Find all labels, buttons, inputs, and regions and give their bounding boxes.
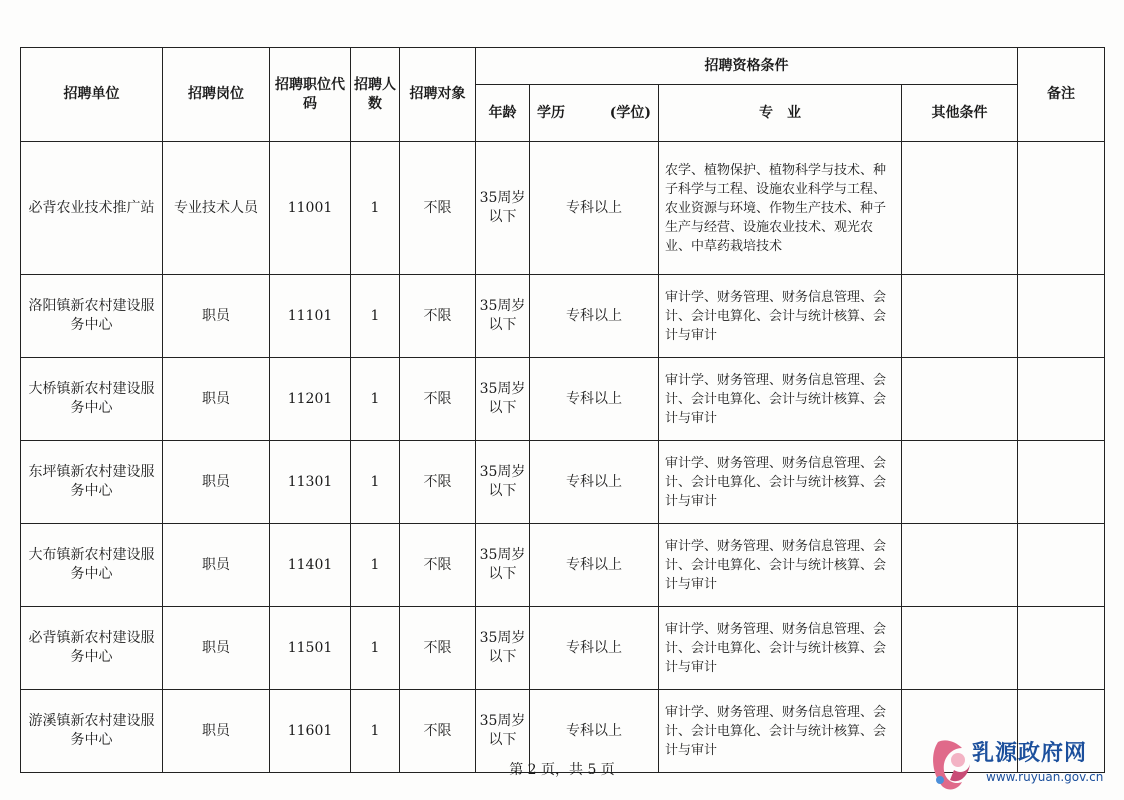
header-position: 招聘岗位 — [163, 48, 270, 142]
cell-count: 1 — [351, 524, 400, 607]
header-other: 其他条件 — [902, 85, 1018, 142]
cell-education: 专科以上 — [530, 441, 659, 524]
cell-unit: 大桥镇新农村建设服务中心 — [21, 358, 163, 441]
cell-target: 不限 — [400, 441, 476, 524]
cell-age: 35周岁以下 — [476, 441, 530, 524]
cell-count: 1 — [351, 275, 400, 358]
cell-remarks — [1018, 441, 1105, 524]
cell-other — [902, 275, 1018, 358]
cell-target: 不限 — [400, 275, 476, 358]
cell-other — [902, 441, 1018, 524]
cell-major: 农学、植物保护、植物科学与技术、种子科学与工程、设施农业科学与工程、农业资源与环境、作物生产技术、种子生产与经营、设施农业技术、观光农业、中草药栽培技术 — [659, 142, 902, 275]
cell-unit: 游溪镇新农村建设服务中心 — [21, 690, 163, 773]
cell-age: 35周岁以下 — [476, 524, 530, 607]
cell-unit: 东坪镇新农村建设服务中心 — [21, 441, 163, 524]
table-row — [21, 358, 1105, 441]
cell-age: 35周岁以下 — [476, 358, 530, 441]
cell-unit: 必背镇新农村建设服务中心 — [21, 607, 163, 690]
cell-age: 35周岁以下 — [476, 142, 530, 275]
cell-count: 1 — [351, 441, 400, 524]
cell-count: 1 — [351, 690, 400, 773]
cell-code: 11101 — [270, 275, 351, 358]
header-code: 招聘职位代码 — [270, 48, 351, 142]
cell-unit: 大布镇新农村建设服务中心 — [21, 524, 163, 607]
cell-other — [902, 607, 1018, 690]
cell-remarks — [1018, 275, 1105, 358]
cell-age: 35周岁以下 — [476, 690, 530, 773]
cell-target: 不限 — [400, 358, 476, 441]
cell-education: 专科以上 — [530, 142, 659, 275]
site-name: 乳源政府网 — [972, 740, 1088, 766]
cell-unit: 洛阳镇新农村建设服务中心 — [21, 275, 163, 358]
table-row — [21, 275, 1105, 358]
cell-education: 专科以上 — [530, 524, 659, 607]
cell-position: 职员 — [163, 524, 270, 607]
header-count: 招聘人数 — [351, 48, 400, 142]
cell-remarks — [1018, 607, 1105, 690]
cell-education: 专科以上 — [530, 690, 659, 773]
cell-target: 不限 — [400, 524, 476, 607]
cell-major: 审计学、财务管理、财务信息管理、会计、会计电算化、会计与统计核算、会计与审计 — [659, 524, 902, 607]
cell-target: 不限 — [400, 142, 476, 275]
cell-position: 职员 — [163, 275, 270, 358]
cell-remarks — [1018, 524, 1105, 607]
cell-unit: 必背农业技术推广站 — [21, 142, 163, 275]
header-education-label: 学历 — [537, 104, 565, 121]
cell-count: 1 — [351, 607, 400, 690]
cell-major: 审计学、财务管理、财务信息管理、会计、会计电算化、会计与统计核算、会计与审计 — [659, 607, 902, 690]
cell-code: 11301 — [270, 441, 351, 524]
cell-other — [902, 142, 1018, 275]
recruitment-table — [20, 47, 1105, 773]
cell-major: 审计学、财务管理、财务信息管理、会计、会计电算化、会计与统计核算、会计与审计 — [659, 690, 902, 773]
logo-emblem-icon — [928, 734, 974, 794]
cell-position: 职员 — [163, 690, 270, 773]
cell-code: 11501 — [270, 607, 351, 690]
site-watermark-logo — [928, 732, 1118, 796]
cell-education: 专科以上 — [530, 607, 659, 690]
cell-other — [902, 358, 1018, 441]
cell-count: 1 — [351, 358, 400, 441]
cell-other — [902, 524, 1018, 607]
cell-education: 专科以上 — [530, 358, 659, 441]
cell-education: 专科以上 — [530, 275, 659, 358]
header-degree-label: (学位) — [609, 104, 651, 121]
cell-remarks — [1018, 358, 1105, 441]
cell-major: 审计学、财务管理、财务信息管理、会计、会计电算化、会计与统计核算、会计与审计 — [659, 358, 902, 441]
cell-position: 职员 — [163, 358, 270, 441]
page-number: 第 2 页，共 5 页 — [509, 762, 615, 778]
header-qualifications: 招聘资格条件 — [476, 48, 1018, 85]
header-major: 专 业 — [659, 85, 902, 142]
table-row — [21, 607, 1105, 690]
cell-age: 35周岁以下 — [476, 275, 530, 358]
cell-position: 职员 — [163, 607, 270, 690]
header-age: 年龄 — [476, 85, 530, 142]
cell-code: 11401 — [270, 524, 351, 607]
cell-count: 1 — [351, 142, 400, 275]
site-url: www.ruyuan.gov.cn — [986, 770, 1104, 784]
cell-target: 不限 — [400, 607, 476, 690]
table-row — [21, 524, 1105, 607]
cell-code: 11001 — [270, 142, 351, 275]
header-unit: 招聘单位 — [21, 48, 163, 142]
cell-remarks — [1018, 142, 1105, 275]
header-remarks: 备注 — [1018, 48, 1105, 142]
table-row — [21, 142, 1105, 275]
cell-age: 35周岁以下 — [476, 607, 530, 690]
table-row — [21, 441, 1105, 524]
cell-position: 职员 — [163, 441, 270, 524]
cell-major: 审计学、财务管理、财务信息管理、会计、会计电算化、会计与统计核算、会计与审计 — [659, 275, 902, 358]
cell-code: 11601 — [270, 690, 351, 773]
header-target: 招聘对象 — [400, 48, 476, 142]
header-education — [530, 85, 659, 142]
cell-major: 审计学、财务管理、财务信息管理、会计、会计电算化、会计与统计核算、会计与审计 — [659, 441, 902, 524]
cell-position: 专业技术人员 — [163, 142, 270, 275]
cell-code: 11201 — [270, 358, 351, 441]
cell-target: 不限 — [400, 690, 476, 773]
